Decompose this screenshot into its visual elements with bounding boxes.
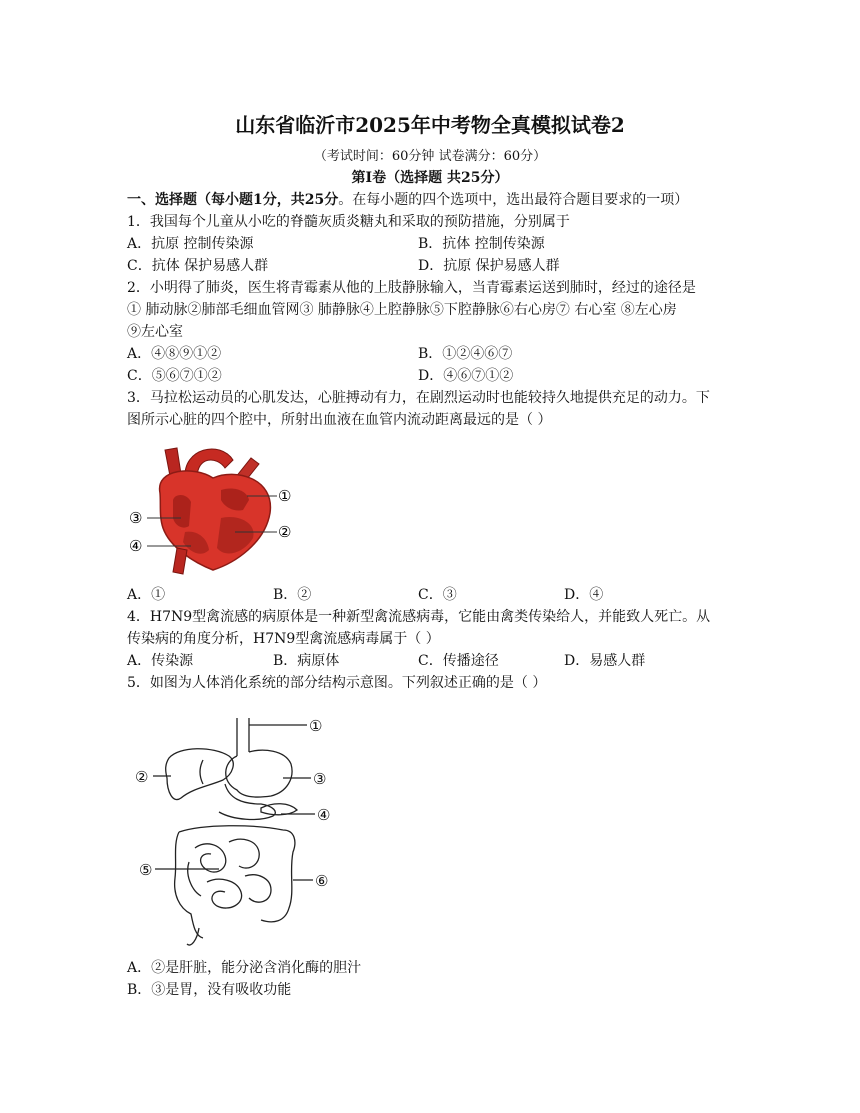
- q4-option-b[interactable]: B．病原体: [273, 653, 340, 669]
- pancreas-shape: [261, 804, 297, 815]
- q3-stem-line1: 3．马拉松运动员的心肌发达，心脏搏动有力，在剧烈运动时也能较持久地提供充足的动力。下: [127, 390, 710, 406]
- q2-stem-line3: ⑨左心室: [127, 324, 183, 340]
- part-heading-bold: 一、选择题（每小题1分，共25分: [127, 192, 339, 208]
- q1-option-d[interactable]: D．抗原 保护易感人群: [418, 258, 560, 274]
- part-heading-rest: 。在每小题的四个选项中，选出最符合题目要求的一项）: [338, 192, 689, 208]
- q4-stem-line2: 传染病的角度分析，H7N9型禽流感病毒属于（ ）: [127, 631, 440, 647]
- q5-option-a[interactable]: A．②是肝脏，能分泌含消化酶的胆汁: [127, 960, 362, 976]
- digestive-label-5: ⑤: [139, 861, 153, 879]
- q4-option-d[interactable]: D．易感人群: [564, 653, 646, 669]
- q1-stem: 1．我国每个儿童从小吃的脊髓灰质炎糖丸和采取的预防措施，分别属于: [127, 214, 570, 230]
- q4-stem-line1: 4．H7N9型禽流感的病原体是一种新型禽流感病毒，它能由禽类传染给人，并能致人死亡。从: [127, 609, 711, 625]
- heart-label-1: ①: [278, 487, 292, 505]
- vena-cava-bottom: [173, 548, 187, 574]
- q3-stem-line2: 图所示心脏的四个腔中，所射出血液在血管内流动距离最远的是（ ）: [127, 412, 552, 428]
- digestive-label-4: ④: [317, 806, 331, 824]
- q4-option-a[interactable]: A．传染源: [127, 653, 194, 669]
- q2-option-c[interactable]: C．⑤⑥⑦①②: [127, 368, 222, 384]
- heart-label-4: ④: [129, 537, 143, 555]
- q2-option-b[interactable]: B．①②④⑥⑦: [418, 346, 513, 362]
- digestive-label-6: ⑥: [315, 872, 329, 890]
- q3-option-c[interactable]: C．③: [418, 587, 457, 603]
- digestive-label-2: ②: [135, 768, 149, 786]
- heart-diagram: [125, 438, 300, 578]
- exam-info: （考试时间：60分钟 试卷满分：60分）: [313, 149, 547, 164]
- part-heading: [127, 190, 688, 210]
- page-title: 山东省临沂市2025年中考物全真模拟试卷2: [235, 113, 625, 137]
- q2-stem-line1: 2．小明得了肺炎，医生将青霉素从他的上肢静脉输入，当青霉素运送到肺时，经过的途径是: [127, 280, 696, 296]
- large-intestine-shape: [175, 826, 295, 938]
- q5-stem: 5．如图为人体消化系统的部分结构示意图。下列叙述正确的是（ ）: [127, 675, 547, 691]
- heart-label-3: ③: [129, 509, 143, 527]
- q2-stem-line2: ① 肺动脉②肺部毛细血管网③ 肺静脉④上腔静脉⑤下腔静脉⑥右心房⑦ 右心室 ⑧左心房: [127, 302, 677, 318]
- q2-option-d[interactable]: D．④⑥⑦①②: [418, 368, 514, 384]
- section-heading: 第Ⅰ卷（选择题 共25分）: [351, 170, 509, 186]
- small-intestine-shape: [188, 839, 271, 908]
- q1-option-a[interactable]: A．抗原 控制传染源: [127, 236, 254, 252]
- q3-option-b[interactable]: B．②: [273, 587, 312, 603]
- chamber-right-atrium: [173, 495, 191, 528]
- q5-option-b[interactable]: B．③是胃，没有吸收功能: [127, 982, 292, 998]
- q3-option-a[interactable]: A．①: [127, 587, 166, 603]
- digestive-system-diagram: [133, 712, 348, 952]
- q1-option-b[interactable]: B．抗体 控制传染源: [418, 236, 545, 252]
- digestive-label-3: ③: [313, 770, 327, 788]
- heart-label-2: ②: [278, 523, 292, 541]
- stomach-shape: [226, 750, 292, 797]
- digestive-label-1: ①: [309, 717, 323, 735]
- q1-option-c[interactable]: C．抗体 保护易感人群: [127, 258, 269, 274]
- q2-option-a[interactable]: A．④⑧⑨①②: [127, 346, 222, 362]
- q3-option-d[interactable]: D．④: [564, 587, 604, 603]
- q4-option-c[interactable]: C．传播途径: [418, 653, 499, 669]
- esophagus-shape: [237, 718, 249, 756]
